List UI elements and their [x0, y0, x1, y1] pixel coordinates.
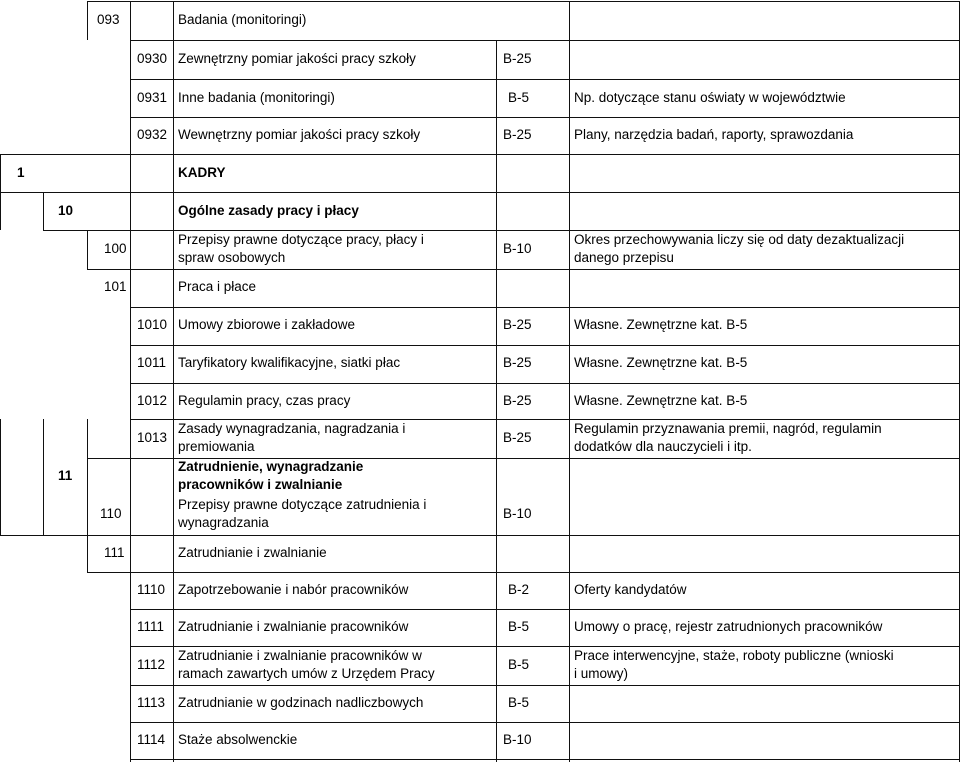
- category-1012: B-25: [503, 393, 532, 408]
- note-1013-line1: Regulamin przyznawania premii, nagród, regulamin: [574, 421, 882, 436]
- title-100-line1: Przepisy prawne dotyczące pracy, płacy i: [178, 232, 424, 247]
- title-1010: Umowy zbiorowe i zakładowe: [178, 317, 356, 332]
- category-1113: B-5: [508, 695, 530, 710]
- category-1013: B-25: [503, 430, 532, 445]
- code-1012: 1012: [137, 393, 168, 408]
- category-1112: B-5: [508, 657, 530, 672]
- code-111: 111: [104, 545, 125, 560]
- code-100: 100: [104, 241, 127, 256]
- title-1011: Taryfikatory kwalifikacyjne, siatki płac: [178, 355, 401, 370]
- code-1111: 1111: [137, 619, 165, 634]
- title-110-line1: Przepisy prawne dotyczące zatrudnienia i: [178, 497, 427, 512]
- rule: [87, 419, 88, 535]
- note-1013-line2: dodatków dla nauczycieli i itp.: [574, 439, 752, 454]
- rule: [43, 419, 44, 535]
- code-0930: 0930: [137, 51, 168, 66]
- title-1110: Zapotrzebowanie i nabór pracowników: [178, 582, 409, 597]
- category-1011: B-25: [503, 355, 532, 370]
- title-0930: Zewnętrzny pomiar jakości pracy szkoły: [178, 51, 416, 66]
- title-1113: Zatrudnianie w godzinach nadliczbowych: [178, 695, 424, 710]
- rule: [130, 1, 131, 762]
- code-1110: 1110: [137, 582, 166, 597]
- title-093: Badania (monitoringi): [178, 12, 307, 27]
- note-1110: Oferty kandydatów: [574, 582, 687, 597]
- note-1112-line2: i umowy): [574, 666, 629, 681]
- code-093: 093: [97, 12, 120, 27]
- title-0932: Wewnętrzny pomiar jakości pracy szkoły: [178, 127, 421, 142]
- note-1112-line1: Prace interwencyjne, staże, roboty publiczne (wnioski: [574, 648, 894, 663]
- code-0932: 0932: [137, 127, 168, 142]
- note-100-line1: Okres przechowywania liczy się od daty dezaktualizacji: [574, 232, 905, 247]
- rule: [130, 609, 960, 610]
- category-110: B-10: [503, 506, 532, 521]
- code-1114: 1114: [137, 732, 166, 747]
- rule: [130, 759, 960, 760]
- note-100-line2: danego przepisu: [574, 250, 674, 265]
- rule: [87, 1, 88, 40]
- category-0931: B-5: [508, 90, 530, 105]
- rule: [130, 722, 960, 723]
- note-0931: Np. dotyczące stanu oświaty w województwie: [574, 90, 846, 105]
- rule: [496, 40, 497, 762]
- code-1113: 1113: [137, 695, 166, 710]
- title-11-line2: pracowników i zwalnianie: [178, 477, 343, 492]
- rule: [130, 685, 960, 686]
- rule: [0, 192, 960, 193]
- rule: [0, 419, 1, 535]
- rule: [569, 1, 570, 762]
- rule: [130, 117, 960, 118]
- title-1: KADRY: [178, 165, 226, 180]
- rule: [0, 535, 960, 536]
- code-1013: 1013: [137, 430, 168, 445]
- rule: [0, 154, 960, 155]
- note-1012: Własne. Zewnętrzne kat. B-5: [574, 393, 748, 408]
- title-1013-line2: premiowania: [178, 439, 255, 454]
- note-1010: Własne. Zewnętrzne kat. B-5: [574, 317, 748, 332]
- code-110: 110: [100, 506, 122, 521]
- title-100-line2: spraw osobowych: [178, 250, 286, 265]
- category-0930: B-25: [503, 51, 532, 66]
- code-1011: 1011: [137, 355, 167, 370]
- category-1010: B-25: [503, 317, 532, 332]
- rule: [0, 154, 1, 230]
- category-1111: B-5: [508, 619, 530, 634]
- title-1114: Staże absolwenckie: [178, 732, 298, 747]
- code-10: 10: [58, 203, 74, 218]
- code-1: 1: [17, 165, 25, 180]
- rule: [87, 269, 960, 270]
- rule: [130, 79, 960, 80]
- note-1011: Własne. Zewnętrzne kat. B-5: [574, 355, 748, 370]
- title-1111: Zatrudnianie i zwalnianie pracowników: [178, 619, 409, 634]
- category-0932: B-25: [503, 127, 532, 142]
- code-1010: 1010: [137, 317, 168, 332]
- title-101: Praca i płace: [178, 279, 257, 294]
- title-1012: Regulamin pracy, czas pracy: [178, 393, 351, 408]
- category-1110: B-2: [508, 582, 530, 597]
- note-1111: Umowy o pracę, rejestr zatrudnionych pracowników: [574, 619, 883, 634]
- title-0931: Inne badania (monitoringi): [178, 90, 335, 105]
- rule: [87, 535, 88, 572]
- title-1112-line2: ramach zawartych umów z Urzędem Pracy: [178, 666, 435, 681]
- rule: [87, 572, 960, 573]
- rule: [130, 307, 960, 308]
- rule: [173, 1, 174, 762]
- title-11-line1: Zatrudnienie, wynagradzanie: [178, 459, 364, 474]
- rule: [87, 230, 88, 269]
- title-111: Zatrudnianie i zwalnianie: [178, 545, 327, 560]
- code-11: 11: [58, 468, 73, 483]
- title-1112-line1: Zatrudnianie i zwalnianie pracowników w: [178, 648, 422, 663]
- category-1114: B-10: [503, 732, 532, 747]
- code-0931: 0931: [137, 90, 168, 105]
- rule: [130, 40, 960, 41]
- rule: [43, 192, 44, 230]
- note-0932: Plany, narzędzia badań, raporty, sprawozdania: [574, 127, 854, 142]
- rule: [130, 345, 960, 346]
- title-10: Ogólne zasady pracy i płacy: [178, 203, 359, 218]
- code-1112: 1112: [137, 657, 166, 672]
- category-100: B-10: [503, 241, 532, 256]
- rule: [130, 383, 960, 384]
- rule: [87, 1, 960, 2]
- title-110-line2: wynagradzania: [178, 515, 269, 530]
- title-1013-line1: Zasady wynagradzania, nagradzania i: [178, 421, 406, 436]
- code-101: 101: [104, 279, 127, 294]
